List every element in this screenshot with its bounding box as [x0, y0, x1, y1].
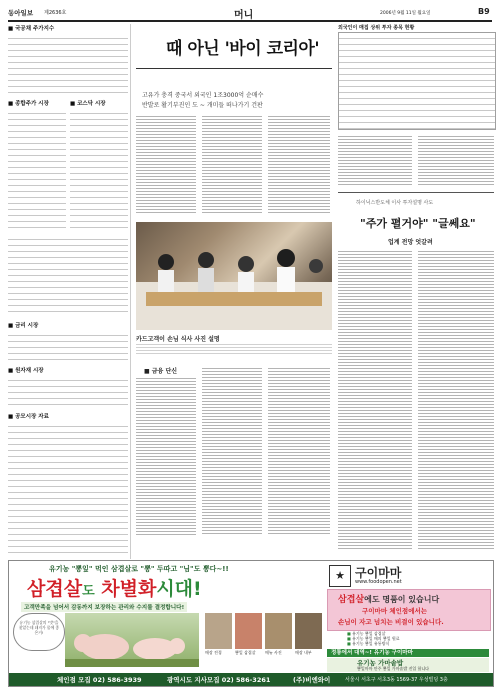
listing-table	[8, 421, 128, 555]
right-body-col-1	[338, 134, 412, 186]
bond-section-title: ■ 종합주가 시장	[8, 101, 49, 107]
headline-rule	[136, 68, 332, 69]
footer-address: 서울시 서초구 서초3동 1569-37 우성빌딩 3층	[345, 677, 448, 683]
kosdaq-section-title: ■ 코스닥 시장	[70, 101, 106, 107]
column-headline: "주가 펼거야" "글쎄요"	[360, 217, 476, 230]
gallery-caption-2: 뽕잎 삼겹살	[235, 650, 256, 655]
lead-subhead-2: 반발로 활기부진인 도 ~ 개미들 떠나가기 건판	[142, 102, 263, 109]
promo-title-a: 삼겹살	[338, 595, 365, 605]
fx-section-title: ■ 금리 시장	[8, 323, 39, 329]
promo-title	[338, 592, 439, 605]
right-table-title: 외국인이 매집 상위 투자 종목 현황	[338, 25, 415, 31]
ad-headline-c: 차별화	[101, 578, 157, 600]
ad-headline-a: 삼겹살	[27, 578, 83, 600]
green-title: 유기농 가마솥밥	[357, 659, 404, 667]
green-sub: 뽕잎마마 안주 뽕잎 가마솥밥 진입 합니다	[357, 666, 430, 671]
commodity-section-title: ■ 원자재 시장	[8, 368, 44, 374]
green-bar: 정통에서 대역~! 유기농 구이마마	[327, 649, 489, 657]
column-box	[338, 192, 494, 553]
right-stock-table	[338, 32, 496, 130]
market-sidebar	[8, 24, 131, 559]
photo-caption-title: 카드고객이 손님 식사 사진 설명	[136, 336, 220, 343]
checklist-label: 유기농 뽕잎 매의 뽕잎 원료	[352, 636, 400, 641]
photo-caption-body	[136, 342, 332, 356]
gallery-caption-4: 매장 내부	[295, 650, 312, 655]
brand-logo-mark: ★	[329, 565, 351, 587]
gallery-photo-3	[265, 613, 292, 649]
ad-top-line: 유기농 "뽕잎" 먹인 삼겹살로 "뽕" 두따고 "님"도 뽕다~!!	[49, 565, 229, 573]
market-table	[8, 33, 128, 93]
promo-sub-2: 손님이 자고 넘치는 비결이 있습니다.	[338, 618, 444, 626]
lead-body-col-2	[202, 114, 262, 214]
market-section-title: ■ 국공채 주가지수	[8, 26, 55, 32]
promo-title-b: 에도 명품이 있습니다	[364, 595, 440, 604]
checklist-label: 유기농 뽕잎 삼겹살	[352, 631, 386, 636]
briefs-heading: ■ 금융 단신	[144, 368, 178, 375]
briefs-col-3	[268, 366, 330, 536]
advertisement	[8, 560, 494, 687]
ad-footer	[9, 673, 493, 686]
photo-figures	[136, 222, 332, 330]
kospi-long-table	[8, 234, 128, 314]
fx-table	[8, 330, 128, 360]
section-title: 머니	[234, 10, 254, 21]
check-icon: ■	[347, 636, 351, 641]
gallery-caption-3: 메뉴 사진	[265, 650, 282, 655]
check-icon: ■	[347, 641, 351, 646]
briefs-col-2	[202, 366, 262, 536]
lead-subhead-1: 고유가 충격 중국서 외국인 1조3000억 순매수	[142, 92, 264, 99]
ad-headline-b: 도	[82, 584, 95, 599]
promo-checklist	[347, 631, 487, 646]
footer-phone-2: 광역시도 지사모집 02) 586-3261	[167, 676, 271, 684]
lead-article	[136, 24, 332, 554]
column-subhead: 업계 전망 엇갈려	[388, 239, 433, 246]
gallery-photo-4	[295, 613, 322, 649]
checklist-label: 유기농 뽕잎 유통방식	[352, 641, 390, 646]
kosdaq-table	[70, 108, 128, 228]
right-column	[338, 24, 494, 554]
lead-headline: 때 아닌 '바이 코리아'	[166, 39, 320, 59]
masthead	[8, 6, 492, 22]
brand-name: 구이마마	[355, 566, 402, 580]
footer-phone: 체인점 모집 02) 586-3939	[57, 676, 142, 684]
ad-gallery	[205, 613, 323, 657]
column-tag: 하이닉스반도체 이사 투자설명 사도	[356, 200, 434, 206]
ad-sub-line: 고객만족을 넘어서 감동까지 보장하는 관리와 수지를 결정합니다!	[21, 602, 187, 612]
lead-body-col-3	[268, 114, 330, 214]
column-body-col-1	[338, 249, 412, 549]
briefs-col-1	[136, 376, 196, 536]
ad-headline	[27, 574, 202, 601]
column-body-col-2	[418, 249, 494, 549]
bond-table	[8, 108, 66, 228]
brand-logo	[329, 565, 487, 587]
promo-box	[327, 589, 491, 631]
ad-speech-bubble	[13, 613, 65, 651]
checklist-item	[347, 641, 487, 646]
edition-number: 제2636호	[44, 10, 67, 16]
lead-photo	[136, 222, 332, 330]
lead-body-col-1	[136, 114, 196, 214]
gallery-caption-1: 매장 전경	[205, 650, 222, 655]
ad-speech-text: 유기농 삼겹살의 "맛"을 찾았는데 돼지가 몸에 좋은거!	[18, 620, 60, 635]
check-icon: ■	[347, 631, 351, 636]
listing-section-title: ■ 공모시장 자료	[8, 414, 49, 420]
issue-date: 2006년 9월 11일 월요일	[380, 11, 431, 16]
right-body-col-2	[418, 134, 494, 186]
commodity-table	[8, 375, 128, 405]
brand-url: www.foodopen.net	[355, 579, 402, 585]
paper-name: 동아일보	[8, 9, 34, 17]
page-number: B9	[478, 7, 490, 16]
gallery-photo-2	[235, 613, 262, 649]
footer-company: (주)비엔와이	[293, 676, 331, 684]
ad-pigs-image	[65, 613, 199, 667]
ad-headline-d: 시대!	[156, 578, 202, 600]
pigs-illustration	[65, 613, 199, 667]
green-box	[327, 658, 489, 672]
gallery-photo-1	[205, 613, 232, 649]
promo-sub-1: 구이마마 체인점에서는	[362, 607, 428, 615]
